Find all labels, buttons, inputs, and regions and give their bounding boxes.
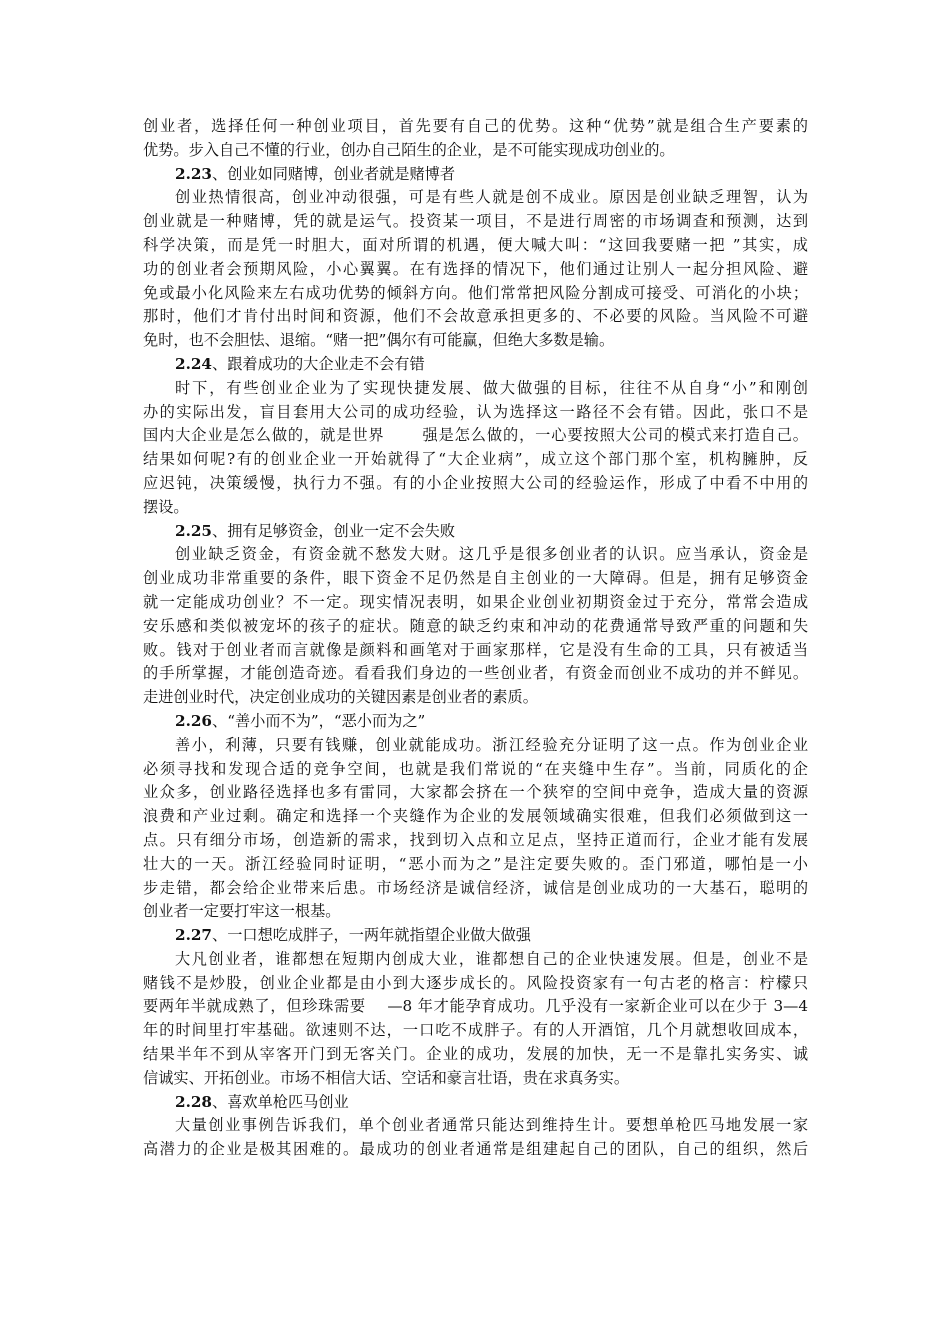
paragraph: [143, 543, 808, 710]
text-line: 善小，利薄，只要有钱赚，创业就能成功。浙江经验充分证明了这一点。作为创业企业: [175, 735, 808, 754]
text-line: 大量创业事例告诉我们，单个创业者通常只能达到维持生计。要想单枪匹马地发展一家: [175, 1116, 808, 1135]
text-line: 高潜力的企业是极其困难的。最成功的创业者通常是组建起自己的团队，自己的组织，然后: [143, 1140, 808, 1159]
section-title: 、喜欢单枪匹马创业: [212, 1092, 349, 1111]
text-line: 步走错，都会给企业带来后患。市场经济是诚信经济，诚信是创业成功的一大基石，聪明的: [143, 878, 808, 897]
text-line: 创业缺乏资金，有资金就不愁发大财。这几乎是很多创业者的认识。应当承认，资金是: [175, 545, 808, 564]
text-line: 办的实际出发，盲目套用大公司的成功经验，认为选择这一路径不会有错。因此，张口不是: [143, 402, 808, 421]
section-title: 、跟着成功的大企业走不会有错: [212, 354, 425, 373]
text-line: 浪费和产业过剩。确定和选择一个夹缝作为企业的发展领域确实很难，但我们必须做到这一: [143, 807, 808, 826]
text-line: 就一定能成功创业？不一定。现实情况表明，如果企业创业初期资金过于充分，常常会造成: [143, 592, 808, 611]
text-line: 摆设。: [143, 497, 189, 516]
section-number: 2.28: [175, 1092, 212, 1111]
section-number: 2.24: [175, 354, 212, 373]
paragraph: [143, 377, 808, 520]
text-line: 大凡创业者，谁都想在短期内创成大业，谁都想自己的企业快速发展。但是，创业不是: [175, 949, 808, 968]
text-line: 国内大企业是怎么做的，就是世界 强是怎么做的，一心要按照大公司的模式来打造自己。: [143, 426, 808, 445]
text-line: 壮大的一天。浙江经验同时证明，“恶小而为之”是注定要失败的。歪门邪道，哪怕是一小: [143, 854, 808, 873]
paragraph: [143, 948, 808, 1091]
text-line: 创业者一定要打牢这一根基。: [143, 902, 341, 921]
section-title: 、创业如同赌博，创业者就是赌博者: [212, 164, 455, 183]
section-heading: [143, 1091, 808, 1115]
paragraph: [143, 734, 808, 924]
text-line: 的手所掌握，才能创造奇迹。看看我们身边的一些创业者，有资金而创业不成功的并不鲜见。: [143, 664, 808, 683]
text-line: 时下，有些创业企业为了实现快捷发展、做大做强的目标，往往不从自身“小”和刚创: [175, 378, 808, 397]
text-line: 赌钱不是炒股，创业企业都是由小到大逐步成长的。风险投资家有一句古老的格言：柠檬只: [143, 973, 808, 992]
paragraph: [143, 115, 808, 163]
document-page: [143, 115, 808, 1162]
text-line: 安乐感和类似被宠坏的孩子的症状。随意的缺乏约束和冲动的花费通常导致严重的问题和失: [143, 616, 808, 635]
section-heading: [143, 710, 808, 734]
text-line: 优势。步入自己不懂的行业，创办自己陌生的企业，是不可能实现成功创业的。: [143, 140, 675, 159]
text-line: 免或最小化风险来左右成功优势的倾斜方向。他们常常把风险分割成可接受、可消化的小块；: [143, 283, 808, 302]
section-number: 2.27: [175, 926, 212, 945]
text-line: 应迟钝，决策缓慢，执行力不强。有的小企业按照大公司的经验运作，形成了中看不中用的: [143, 473, 808, 492]
text-line: 创业就是一种赌博，凭的就是运气。投资某一项目，不是进行周密的市场调查和预测，达到: [143, 212, 808, 231]
text-line: 业众多，创业路径选择也多有雷同，大家都会挤在一个狭窄的空间中竞争，造成大量的资源: [143, 783, 808, 802]
section-heading: [143, 520, 808, 544]
text-line: 那时，他们才肯付出时间和资源，他们不会故意承担更多的、不必要的风险。当风险不可避: [143, 307, 808, 326]
text-line: 免时，也不会胆怯、退缩。“赌一把”偶尔有可能赢，但绝大多数是输。: [143, 331, 615, 350]
text-line: 必须寻找和发现合适的竞争空间，也就是我们常说的“在夹缝中生存”。当前，同质化的企: [143, 759, 808, 778]
paragraph: [143, 186, 808, 353]
section-title: 、拥有足够资金，创业一定不会失败: [212, 521, 455, 540]
text-line: 创业热情很高，创业冲动很强，可是有些人就是创不成业。原因是创业缺乏理智，认为: [175, 188, 808, 207]
text-line: 信诚实、开拓创业。市场不相信大话、空话和豪言壮语，贵在求真务实。: [143, 1068, 629, 1087]
section-title: 、一口想吃成胖子，一两年就指望企业做大做强: [212, 926, 531, 945]
text-line: 结果如何呢?有的创业企业一开始就得了“大企业病”，成立这个部门那个室，机构臃肿，反: [143, 450, 808, 469]
section-title: 、“善小而不为”，“恶小而为之”: [212, 711, 426, 730]
section-heading: [143, 163, 808, 187]
text-line: 创业成功非常重要的条件，眼下资金不足仍然是自主创业的一大障碍。但是，拥有足够资金: [143, 569, 808, 588]
text-line: 创业者，选择任何一种创业项目，首先要有自己的优势。这种“优势”就是组合生产要素的: [143, 117, 808, 135]
text-line: 年的时间里打牢基础。欲速则不达，一口吃不成胖子。有的人开酒馆，几个月就想收回成本，: [143, 1021, 808, 1040]
text-line: 败。钱对于创业者而言就像是颜料和画笔对于画家那样，它是没有生命的工具，只有被适当: [143, 640, 808, 659]
section-heading: [143, 353, 808, 377]
text-line: 科学决策，而是凭一时胆大，面对所谓的机遇，便大喊大叫：“这回我要赌一把 ”其实，成: [143, 235, 808, 254]
text-line: 要两年半就成熟了，但珍珠需要 —8 年才能孕育成功。几乎没有一家新企业可以在少于 3—4: [143, 997, 808, 1016]
text-line: 结果半年不到从宰客开门到无客关门。企业的成功，发展的加快，无一不是靠扎实务实、诚: [143, 1045, 808, 1064]
section-heading: [143, 924, 808, 948]
text-line: 点。只有细分市场，创造新的需求，找到切入点和立足点，坚持正道而行，企业才能有发展: [143, 830, 808, 849]
text-line: 功的创业者会预期风险，小心翼翼。在有选择的情况下，他们通过让别人一起分担风险、避: [143, 259, 808, 278]
section-number: 2.26: [175, 711, 212, 730]
section-number: 2.23: [175, 164, 212, 183]
paragraph: [143, 1114, 808, 1162]
section-number: 2.25: [175, 521, 212, 540]
text-line: 走进创业时代，决定创业成功的关键因素是创业者的素质。: [143, 688, 538, 707]
